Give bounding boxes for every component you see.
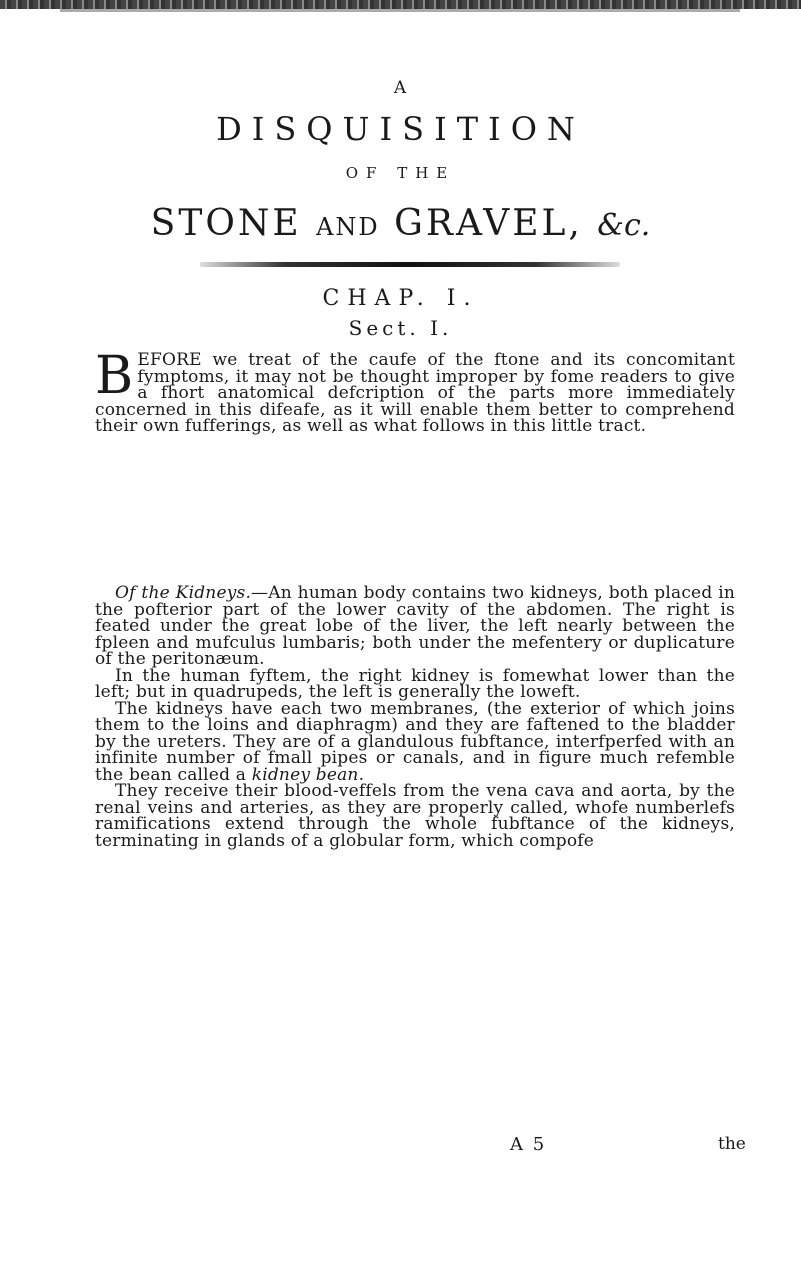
catchword: the [718,1134,746,1154]
ornamental-divider [200,262,620,267]
kidneys-heading: Of the Kidneys. [115,583,252,603]
subtitle-and: AND [316,213,380,241]
subtitle-etc: &c. [597,208,651,243]
pre-title: A [393,78,408,98]
subtitle-stone: STONE [150,203,302,244]
page-title: DISQUISITION [216,110,585,148]
title-connector: OF THE [345,164,456,182]
drop-cap: B [95,346,134,406]
kidneys-text-1: —An human body contains two kidneys, both placed in the pofterior part of the lower cavity of the abdomen. The right is feated under the great lobe of the liver, the left nearly between the fpleen and mufculus lumbaris; both under the mefentery or duplicature of the peritonæum. [95,583,735,669]
chapter-heading: CHAP. I. [322,286,479,311]
paragraph-intro [95,346,735,436]
signature-mark: A 5 [510,1134,547,1155]
page-subtitle [0,203,801,244]
kidneys-para-4: They receive their blood-veffels from the vena cava and aorta, by the renal veins and arteries, as they are properly called, whofe numberlefs ramifications extend through the whole fubftance of the kidneys, terminating in glands of a globular form, which compofe [95,781,735,851]
top-border-shadow [60,9,740,12]
kidneys-para-2: In the human fyftem, the right kidney is fomewhat lower than the left; but in quadrupeds, the left is generally the loweft. [95,665,735,702]
kidneys-para-1 [95,585,735,668]
kidneys-text-3: The kidneys have each two membranes, (the exterior of which joins them to the loins and diaphragm) and they are faftened to the bladder by the ureters. They are of a glandulous fubftance, interfperfed with an infinite number of fmall pipes or canals, and in figure much refemble the bean called a [95,698,735,785]
kidneys-para-3 [95,698,735,785]
kidney-bean-term: kidney bean. [251,764,365,785]
paragraph-kidneys [95,585,735,849]
section-heading: Sect. I. [348,316,453,340]
intro-text: EFORE we treat of the caufe of the ftone and its concomitant fymptoms, it may not be thought improper by fome readers to give a fhort anatomical defcription of the parts more immediately concerned in this difeafe, as it will enable them better to comprehend their own fufferings, as well as what follows in this little tract. [95,350,735,436]
top-border-rule [0,0,801,9]
subtitle-gravel: GRAVEL, [394,203,583,244]
